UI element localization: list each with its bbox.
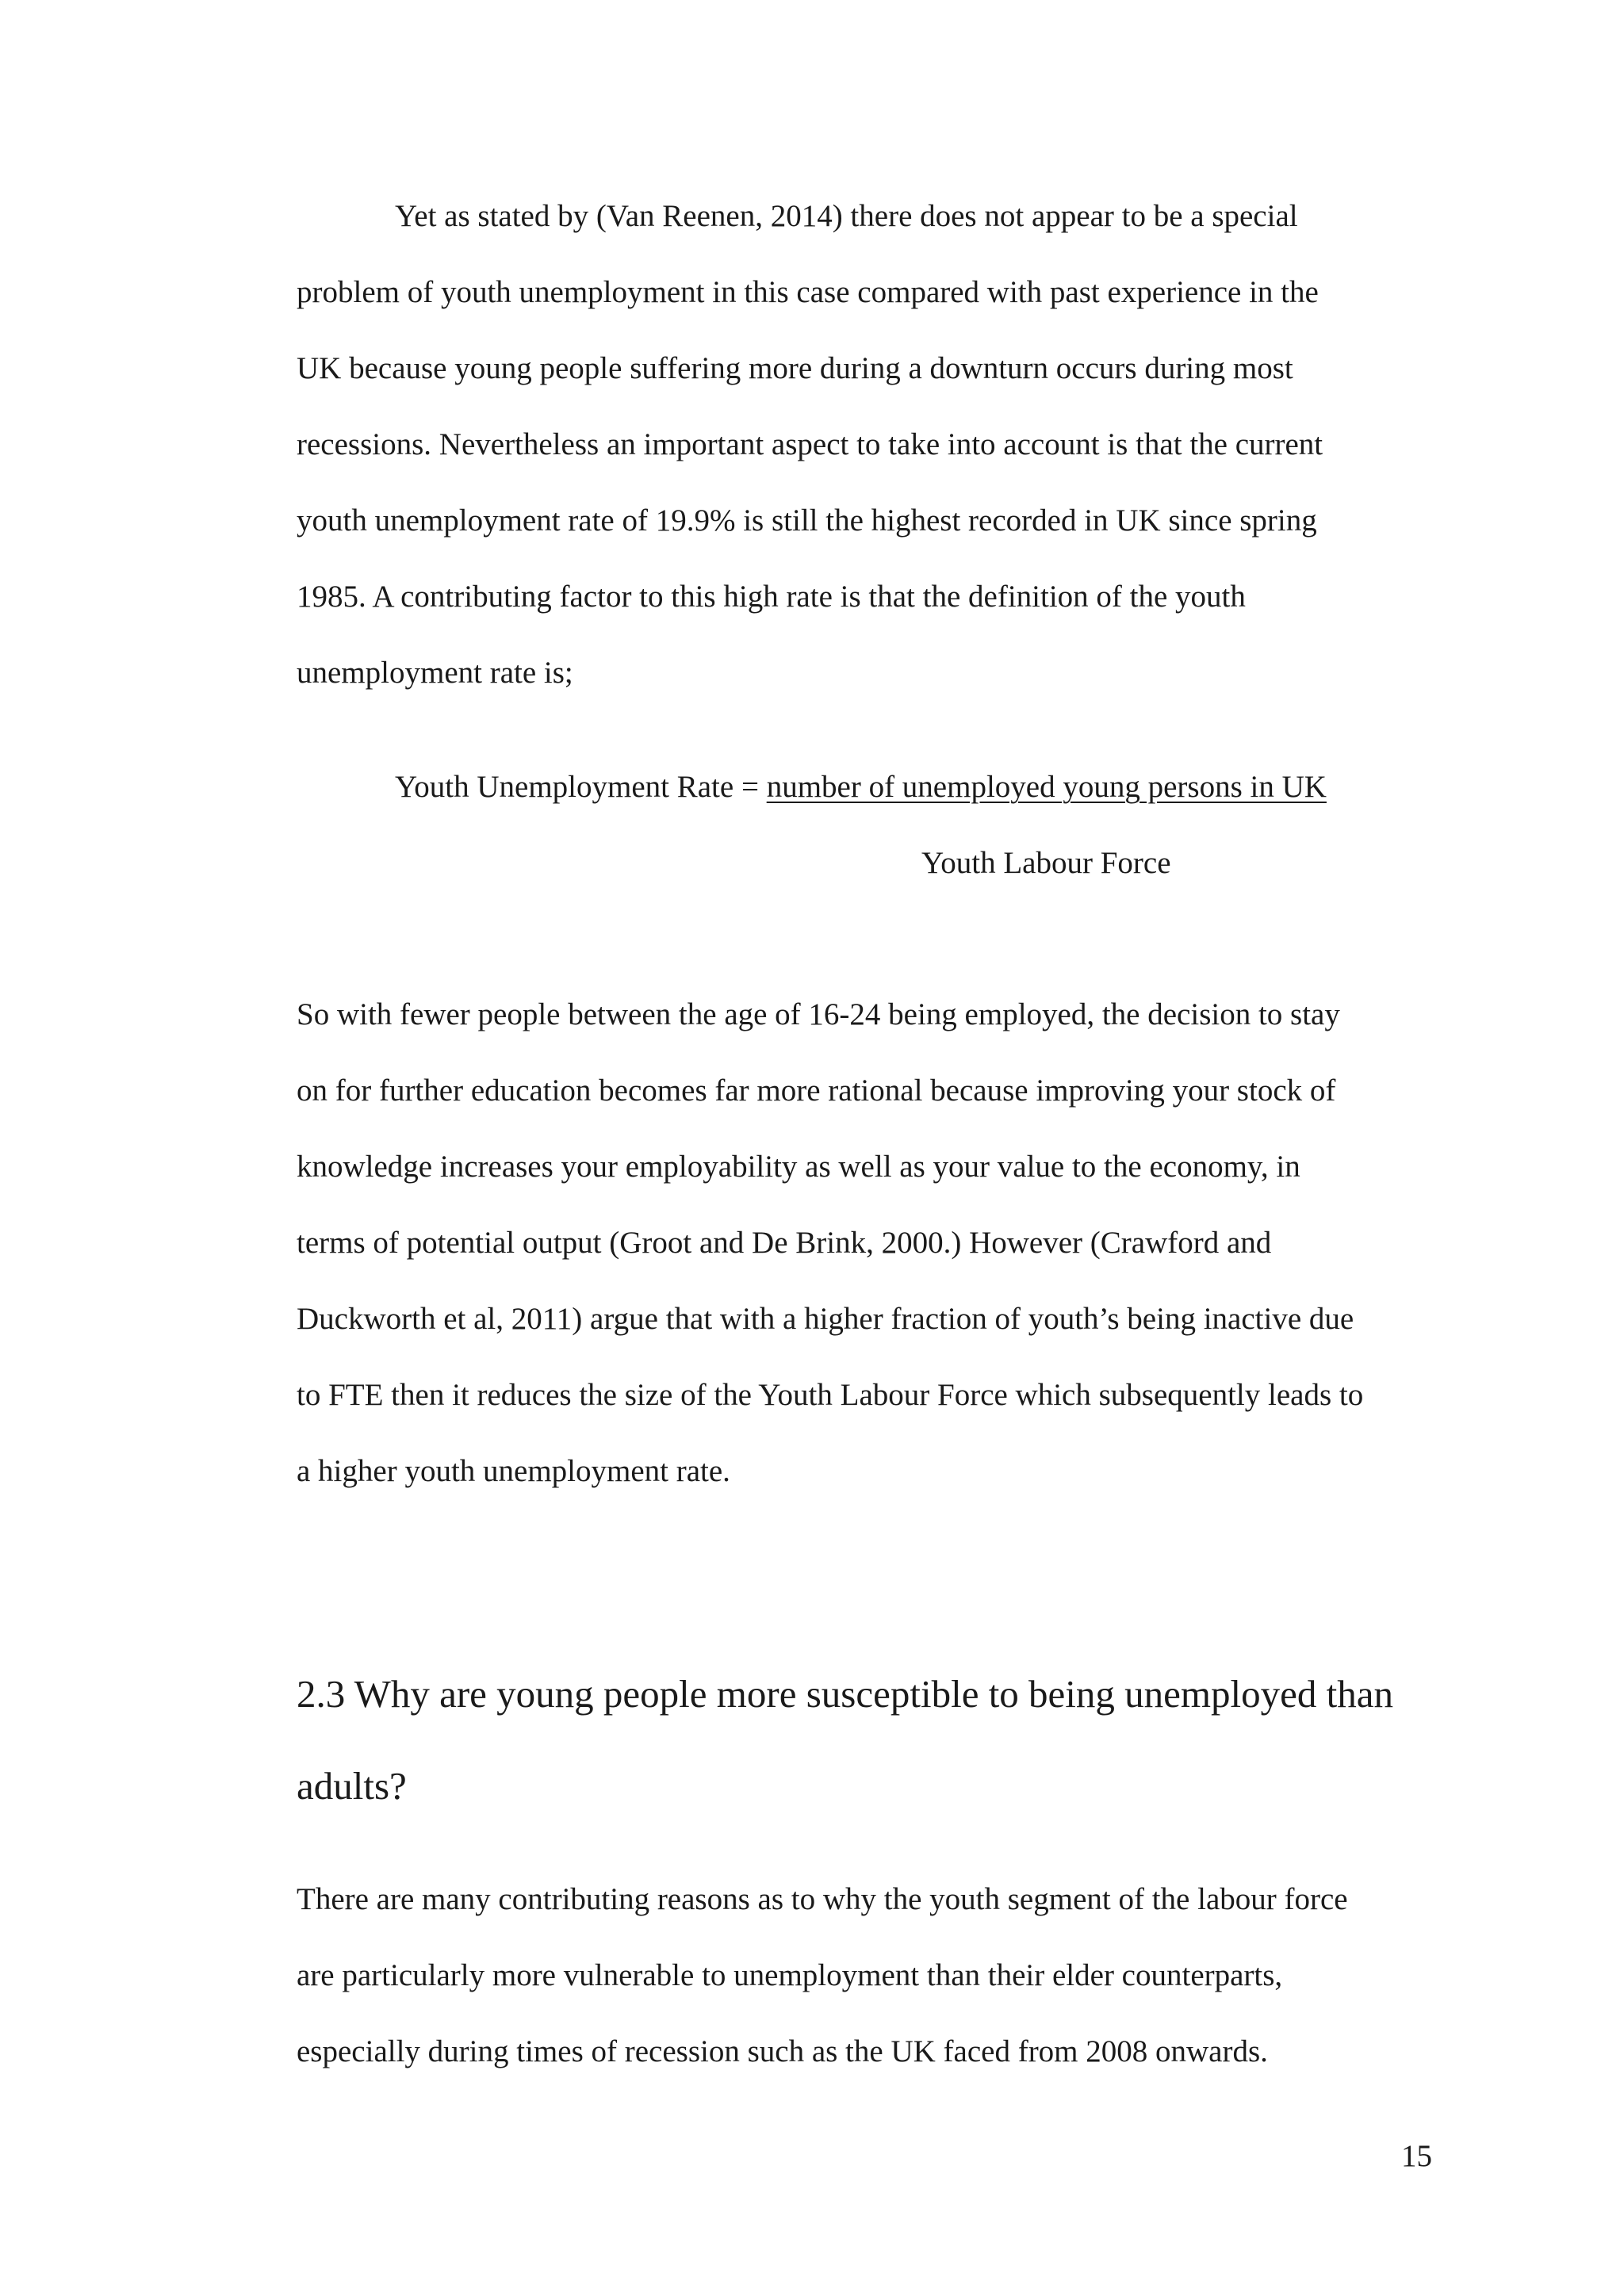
paragraph-2-line-4: terms of potential output (Groot and De Brink, 2000.) However (Crawford and [297,1226,1272,1260]
paragraph-3-line-3: especially during times of recession such as the UK faced from 2008 onwards. [297,2034,1268,2068]
paragraph-1-line-3: UK because young people suffering more during a downturn occurs during most [297,351,1293,385]
page-number: 15 [1401,2139,1432,2173]
paragraph-1-line-6: 1985. A contributing factor to this high rate is that the definition of the youth [297,580,1246,614]
paragraph-1-line-5: youth unemployment rate of 19.9% is still the highest recorded in UK since spring [297,503,1317,538]
paragraph-1-line-4: recessions. Nevertheless an important aspect to take into account is that the current [297,427,1323,461]
formula-lhs: Youth Unemployment Rate = [395,770,767,804]
paragraph-2-line-7: a higher youth unemployment rate. [297,1454,730,1488]
paragraph-1-line-7: unemployment rate is; [297,656,573,690]
paragraph-2-line-6: to FTE then it reduces the size of the Youth Labour Force which subsequently leads to [297,1378,1364,1412]
formula [395,769,1327,806]
paragraph-2-line-2: on for further education becomes far more rational because improving your stock of [297,1073,1336,1108]
paragraph-3-line-2: are particularly more vulnerable to unemployment than their elder counterparts, [297,1958,1283,1992]
paragraph-2-line-1: So with fewer people between the age of 16-24 being employed, the decision to stay [297,997,1340,1031]
section-heading-line-1: 2.3 Why are young people more susceptible to being unemployed than [297,1672,1394,1716]
paragraph-1-line-1: Yet as stated by (Van Reenen, 2014) there does not appear to be a special [395,199,1298,233]
paragraph-2-line-3: knowledge increases your employability as well as your value to the economy, in [297,1150,1300,1184]
section-heading-line-2: adults? [297,1764,407,1808]
formula-denominator: Youth Labour Force [921,846,1171,880]
paragraph-3-line-1: There are many contributing reasons as to why the youth segment of the labour force [297,1882,1348,1916]
paragraph-2-line-5: Duckworth et al, 2011) argue that with a higher fraction of youth’s being inactive due [297,1302,1354,1336]
formula-numerator: number of unemployed young persons in UK [766,770,1327,804]
paragraph-1-line-2: problem of youth unemployment in this case compared with past experience in the [297,275,1319,309]
